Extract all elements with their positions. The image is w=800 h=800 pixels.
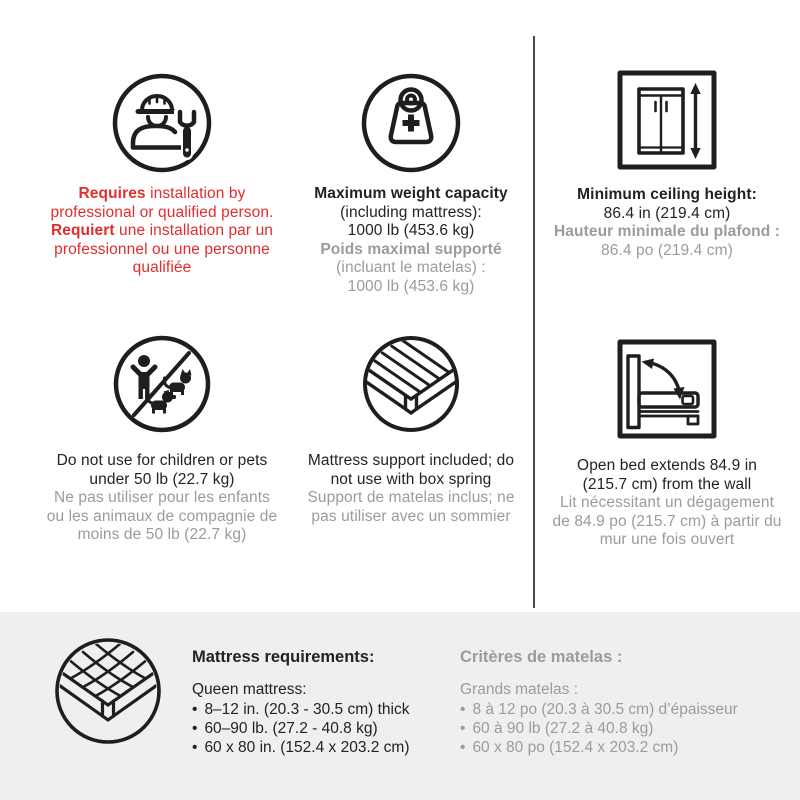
info-cell-children-pets	[32, 331, 292, 545]
info-cell-mattress-support	[294, 331, 528, 526]
weight-capacity-icon	[358, 70, 464, 176]
bullet-marker: •	[460, 720, 466, 737]
mattress-icon	[50, 633, 166, 749]
open-bed-icon	[614, 336, 720, 442]
mattress-specs-fr	[460, 647, 738, 757]
info-text-fr: Support de matelas inclus; ne pas utiliser avec un sommier	[307, 489, 515, 525]
info-text-en: Minimum ceiling height: 86.4 in (219.4 cm)	[577, 186, 757, 222]
list-item: • 60 x 80 po (152.4 x 203.2 cm)	[460, 739, 679, 756]
ceiling-height-icon	[614, 67, 720, 173]
info-cell-installation	[32, 70, 292, 278]
bullet-marker: •	[192, 720, 198, 737]
list-item: • 60–90 lb. (27.2 - 40.8 kg)	[192, 720, 378, 737]
info-text-en: Maximum weight capacity (including mattress): 1000 lb (453.6 kg)	[314, 185, 508, 240]
info-cell-weight-capacity	[294, 70, 528, 297]
info-text-en: Open bed extends 84.9 in (215.7 cm) from the wall	[577, 457, 757, 493]
list-item: • 60 à 90 lb (27.2 à 40.8 kg)	[460, 720, 654, 737]
mattress-specs-en	[192, 647, 410, 757]
info-text-en: Requires installation by professional or qualified person.	[50, 185, 274, 221]
info-text-fr: Hauteur minimale du plafond : 86.4 po (219.4 cm)	[554, 223, 780, 259]
info-text-en: Mattress support included; do not use with box spring	[307, 452, 515, 488]
info-text-fr: Lit nécessitant un dégagement de 84.9 po (215.7 cm) à partir du mur une fois ouvert	[552, 494, 782, 549]
mattress-support-icon	[358, 331, 464, 437]
vertical-divider	[533, 36, 535, 608]
mattress-requirements-heading: Mattress requirements:	[192, 648, 375, 666]
list-item: • 60 x 80 in. (152.4 x 203.2 cm)	[192, 739, 410, 756]
bullet-marker: •	[460, 739, 466, 756]
info-text-fr: Ne pas utiliser pour les enfants ou les animaux de compagnie de moins de 50 lb (22.7 kg)	[46, 489, 278, 544]
mattress-requirements-heading-fr: Critères de matelas :	[460, 648, 623, 666]
mattress-size-subheading: Queen mattress:	[192, 681, 307, 698]
list-item: • 8–12 in. (20.3 - 30.5 cm) thick	[192, 701, 410, 718]
info-cell-ceiling-height	[541, 67, 793, 260]
info-text-fr: Poids maximal supporté (incluant le matelas) : 1000 lb (453.6 kg)	[320, 240, 502, 295]
no-children-pets-icon	[109, 331, 215, 437]
info-text-fr: Requiert une installation par un professionnel ou une personne qualifiée	[50, 222, 274, 277]
info-cell-open-bed	[541, 336, 793, 550]
mattress-size-subheading-fr: Grands matelas :	[460, 681, 579, 698]
mattress-spec-list-en	[192, 700, 410, 757]
bullet-marker: •	[460, 701, 466, 718]
list-item: • 8 à 12 po (20.3 à 30.5 cm) d’épaisseur	[460, 701, 738, 718]
mattress-spec-list-fr	[460, 700, 738, 757]
bullet-marker: •	[192, 739, 198, 756]
mattress-requirements-panel	[0, 612, 800, 800]
installer-icon	[109, 70, 215, 176]
bullet-marker: •	[192, 701, 198, 718]
info-text-en: Do not use for children or pets under 50 lb (22.7 kg)	[56, 452, 268, 488]
